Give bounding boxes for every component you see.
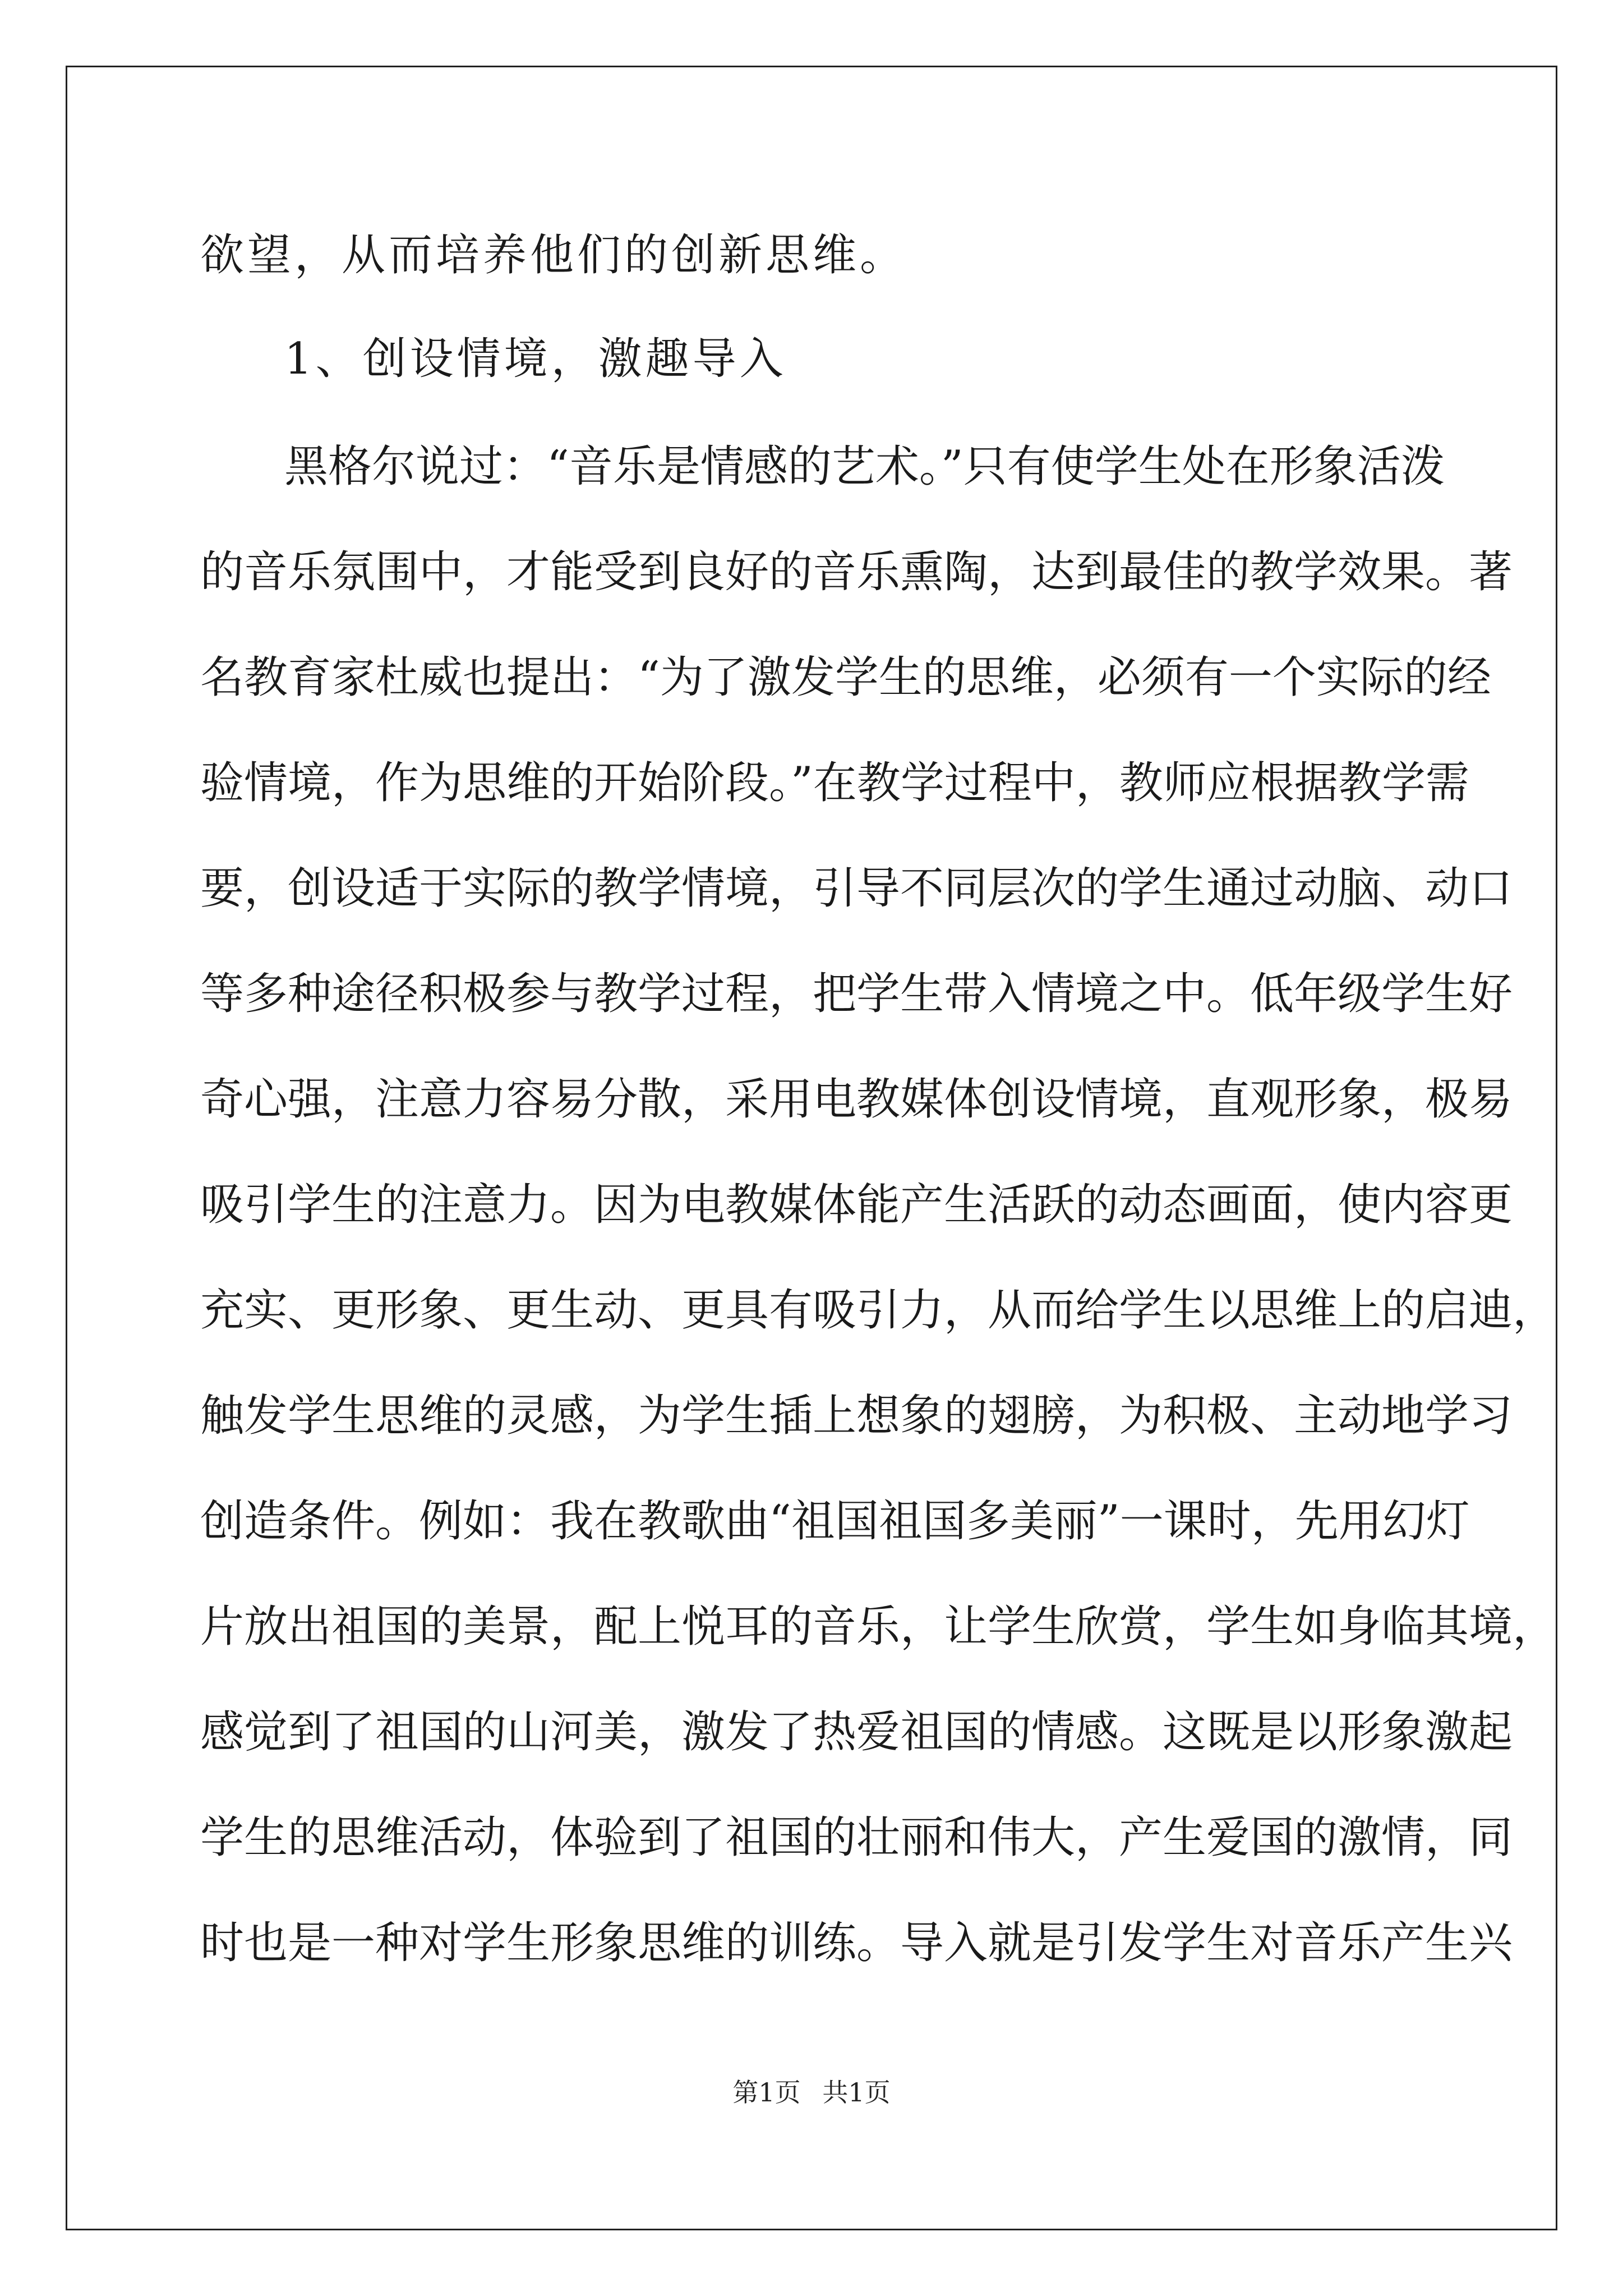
text-line: 名教育家杜威也提出：“为了激发学生的思维，必须有一个实际的经 [200,652,1491,703]
text-line: 等多种途径积极参与教学过程，把学生带入情境之中。低年级学生好 [200,969,1513,1019]
page-border [66,66,1557,2230]
text-line: 触发学生思维的灵感，为学生插上想象的翅膀，为积极、主动地学习 [200,1391,1513,1441]
text-line: 时也是一种对学生形象思维的训练。导入就是引发学生对音乐产生兴 [200,1918,1513,1968]
page-footer [0,2076,1623,2109]
text-line: 感觉到了祖国的山河美，激发了热爱祖国的情感。这既是以形象激起 [200,1707,1513,1757]
text-line: 的音乐氛围中，才能受到良好的音乐熏陶，达到最佳的教学效果。著 [200,547,1513,597]
text-line: 吸引学生的注意力。因为电教媒体能产生活跃的动态画面，使内容更 [200,1180,1513,1230]
section-heading: 1、创设情境，激趣导入 [284,334,787,384]
text-line: 欲望，从而培养他们的创新思维。 [200,230,907,280]
text-line: 学生的思维活动，体验到了祖国的壮丽和伟大，产生爱国的激情，同 [200,1812,1513,1863]
text-line: 充实、更形象、更生动、更具有吸引力，从而给学生以思维上的启迪， [200,1285,1557,1336]
text-line: 要，创设适于实际的教学情境，引导不同层次的学生通过动脑、动口 [200,863,1513,914]
page-total: 共1页 [822,2077,891,2108]
page-number: 第1页 [732,2077,801,2108]
text-line: 片放出祖国的美景，配上悦耳的音乐，让学生欣赏，学生如身临其境， [200,1602,1557,1652]
text-line: 创造条件。例如：我在教歌曲“祖国祖国多美丽”一课时，先用幻灯 [200,1496,1470,1547]
text-line: 奇心强，注意力容易分散，采用电教媒体创设情境，直观形象，极易 [200,1074,1513,1125]
text-line: 黑格尔说过：“音乐是情感的艺术。”只有使学生处在形象活泼 [284,441,1445,492]
text-line: 验情境，作为思维的开始阶段。”在教学过程中，教师应根据教学需 [200,758,1469,808]
